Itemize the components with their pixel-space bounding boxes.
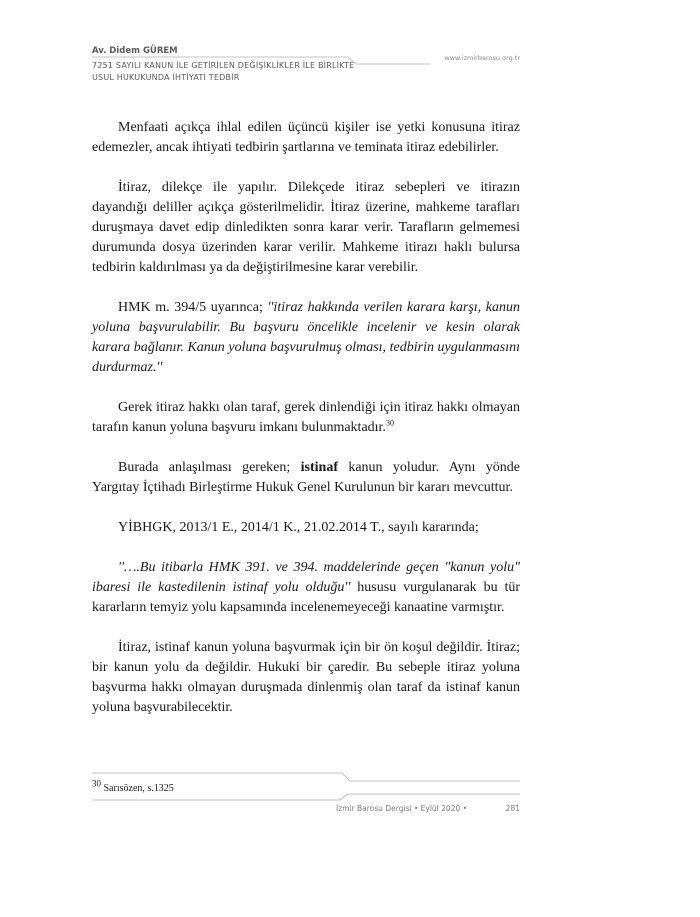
header-title-line-1: 7251 SAYILI KANUN İLE GETİRİLEN DEĞİŞİKLİKLER İLE BİRLİKTE [92, 61, 355, 70]
header-title-line-2: USUL HUKUKUNDA İHTİYATİ TEDBİR [92, 73, 240, 82]
footnote [92, 778, 174, 794]
page-footer [336, 804, 520, 813]
paragraph-1: Menfaati açıkça ihlal edilen üçüncü kişiler ise yetki konusuna itiraz edemezler, ancak ihtiyati tedbirin şartlarına ve teminata itiraz edebilirler. [92, 120, 520, 155]
paragraph-3 [92, 298, 520, 378]
paragraph-7-plain: hususu vurgulanarak bu tür kararların temyiz yolu kapsamında incelenemeyeceği kanaatine varmıştır. [92, 580, 521, 615]
paragraph-4-text: Gerek itiraz hakkı olan taraf, gerek dinlendiği için itiraz hakkı olmayan tarafın kanun yoluna başvuru imkanı bulunmaktadır. [92, 400, 520, 435]
paragraph-3-quote: ''itiraz hakkında verilen karara karşı, kanun yoluna başvurulabilir. Bu başvuru öncelikle incelenir ve kesin olarak karara bağlanır. Kanun yoluna başvurulmuş olması, tedbirin uygulanmasını durdurmaz.'' [92, 300, 520, 375]
footer-journal: İzmir Barosu Dergisi • Eylül 2020 • [336, 804, 468, 813]
paragraph-8: İtiraz, istinaf kanun yoluna başvurmak için bir ön koşul değildir. İtiraz; bir kanun yolu da değildir. Hukuki bir çaredir. Bu sebeple itiraz yoluna başvurma hakkı olmayan duruşmada dinlenmiş olan taraf da istinaf kanun yoluna başvurabilecektir. [92, 640, 520, 715]
main-text [92, 118, 520, 738]
footnote-number: 30 [92, 778, 101, 789]
footnote-ref: 30 [385, 418, 394, 428]
header-url: www.izmirbarosu.org.tr [444, 54, 520, 62]
header-author: Av. Didem GÜREM [92, 46, 178, 56]
paragraph-5-b: kanun yoludur. Aynı yönde Yargıtay İçtihadı Birleştirme Hukuk Genel Kurulunun bir kararı mevcuttur. [92, 460, 520, 495]
paragraph-7-quote: ''….Bu itibarla HMK 391. ve 394. maddelerinde geçen "kanun yolu" ibaresi ile kastedilenin istinaf yolu olduğu'' [92, 560, 520, 595]
paragraph-5 [92, 458, 520, 498]
paragraph-3-plain: HMK m. 394/5 uyarınca; [118, 300, 268, 315]
header-rule [92, 57, 430, 64]
footnote-rule [92, 773, 520, 781]
footer-rule [92, 794, 520, 800]
paragraph-6: YİBHGK, 2013/1 E., 2014/1 K., 21.02.2014 T., sayılı kararında; [118, 520, 479, 535]
footnote-text: Sarısözen, s.1325 [103, 783, 174, 794]
paragraph-2: İtiraz, dilekçe ile yapılır. Dilekçede itiraz sebepleri ve itirazın dayandığı deliller açıkça gösterilmelidir. İtiraz üzerine, mahkeme tarafları duruşmaya davet edip dinledikten sonra karar verir. Tarafların gelmemesi durumunda dosya üzerinden karar verilir. Mahkeme itirazı haklı bulursa tedbirin kaldırılması ya da değiştirilmesine karar verebilir. [92, 180, 520, 275]
paragraph-5-bold: istinaf [300, 460, 338, 475]
paragraph-4 [92, 398, 520, 438]
paragraph-5-a: Burada anlaşılması gereken; [118, 460, 301, 475]
page-number: 281 [505, 804, 520, 813]
paragraph-7 [92, 558, 520, 618]
